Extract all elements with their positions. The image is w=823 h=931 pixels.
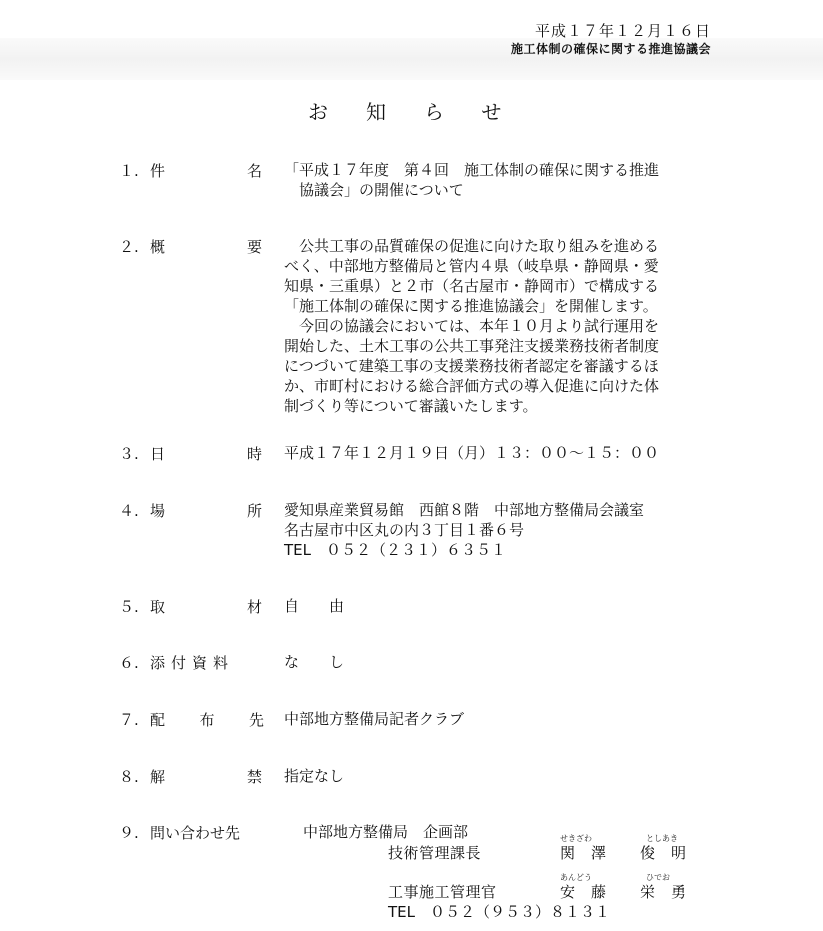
item-2-line: につづいて建築工事の支援業務技術者認定を審議するほ: [284, 357, 659, 375]
item-8-content: [284, 766, 344, 786]
contact-1-family-ruby: せきざわ: [560, 834, 592, 843]
item-3-line: 平成１７年１２月１９日（月）１３：００～１５：００: [284, 444, 660, 462]
item-7-number: ７.: [119, 711, 139, 729]
item-1-number: １.: [119, 162, 139, 180]
item-5-label-char: 取: [150, 598, 166, 616]
item-2-label: [150, 236, 262, 257]
contact-1-given-ruby: としあき: [646, 834, 678, 843]
item-6-label-char: 添: [150, 654, 166, 672]
contact-1-title: 技術管理課長: [388, 844, 482, 862]
item-2-content: [284, 236, 659, 416]
item-8-number: ８.: [119, 768, 139, 786]
contact-2-given-name: 栄 勇: [640, 883, 687, 901]
page-title: お知らせ: [308, 100, 540, 124]
contact-1-family-name: 関 澤: [560, 844, 607, 862]
item-6-label: [150, 652, 228, 673]
item-3-number: ３.: [119, 445, 139, 463]
item-4-label-char: 所: [246, 502, 262, 520]
item-6-number: ６.: [119, 654, 139, 672]
item-4-line: 名古屋市中区丸の内３丁目１番６号: [284, 521, 525, 539]
header-organization: 施工体制の確保に関する推進協議会: [510, 42, 711, 56]
item-8-label: [150, 766, 262, 787]
item-8-label-char: 解: [150, 768, 166, 786]
item-2-line: 開始した、土木工事の公共工事発注支援業務技術者制度: [284, 337, 660, 355]
item-9-label: 問い合わせ先: [150, 824, 241, 842]
item-1-label-char: 名: [246, 162, 262, 180]
header-date: 平成１７年１２月１６日: [534, 22, 711, 40]
item-5-label-char: 材: [246, 598, 262, 616]
item-3-label-char: 日: [150, 445, 166, 463]
contact-2-family-name: 安 藤: [560, 883, 607, 901]
item-2-line: 「施工体制の確保に関する推進協議会」を開催します。: [284, 297, 658, 315]
item-1-content: [284, 160, 659, 200]
item-5-line: 自 由: [284, 597, 345, 615]
item-9-number: ９.: [119, 824, 139, 842]
item-6-content: [284, 652, 344, 672]
item-2-label-char: 要: [246, 238, 262, 256]
item-7-content: [284, 709, 464, 729]
item-2-line: 公共工事の品質確保の促進に向けた取り組みを進める: [284, 237, 660, 255]
item-5-number: ５.: [119, 598, 139, 616]
contact-phone: TEL ０５２（９５３）８１３１: [388, 903, 610, 921]
item-4-label: [150, 500, 262, 521]
contact-2-family-ruby: あんどう: [560, 873, 592, 882]
item-2-label-char: 概: [150, 238, 166, 256]
item-5-label: [150, 596, 262, 617]
item-2-line: べく、中部地方整備局と管内４県（岐阜県・静岡県・愛: [284, 257, 659, 275]
item-2-line: か、市町村における総合評価方式の導入促進に向けた体: [284, 377, 660, 395]
item-7-label: [150, 709, 264, 730]
item-2-line: 制づくり等について審議いたします。: [284, 397, 538, 415]
item-8-line: 指定なし: [284, 767, 345, 785]
item-8-label-char: 禁: [246, 768, 262, 786]
item-9-department: 中部地方整備局 企画部: [303, 823, 469, 841]
item-3-content: [284, 443, 659, 463]
item-4-phone: TEL ０５２（２３１）６３５１: [284, 541, 506, 559]
item-7-line: 中部地方整備局記者クラブ: [284, 710, 465, 728]
item-1-line: 協議会」の開催について: [284, 181, 464, 199]
item-7-label-char: 配: [150, 711, 166, 729]
item-6-label-char: 資: [191, 654, 207, 672]
item-4-line: 愛知県産業貿易館 西館８階 中部地方整備局会議室: [284, 501, 645, 519]
item-4-content: [284, 500, 644, 560]
item-7-label-char: 先: [248, 711, 264, 729]
item-4-label-char: 場: [150, 502, 166, 520]
item-4-number: ４.: [119, 502, 139, 520]
item-6-line: な し: [284, 653, 345, 671]
item-3-label: [150, 443, 262, 464]
item-6-label-char: 付: [170, 654, 186, 672]
item-1-label: [150, 160, 262, 181]
contact-1-given-name: 俊 明: [640, 844, 687, 862]
item-1-line: 「平成１７年度 第４回 施工体制の確保に関する推進: [284, 161, 660, 179]
item-1-label-char: 件: [150, 162, 166, 180]
item-7-label-char: 布: [199, 711, 215, 729]
item-2-number: ２.: [119, 238, 139, 256]
contact-2-title: 工事施工管理官: [388, 883, 497, 901]
contact-2-given-ruby: ひでお: [646, 873, 670, 882]
item-6-label-char: 料: [212, 654, 228, 672]
item-2-line: 知県・三重県）と２市（名古屋市・静岡市）で構成する: [284, 277, 660, 295]
item-5-content: [284, 596, 344, 616]
item-2-line: 今回の協議会においては、本年１０月より試行運用を: [284, 317, 660, 335]
item-3-label-char: 時: [246, 445, 262, 463]
